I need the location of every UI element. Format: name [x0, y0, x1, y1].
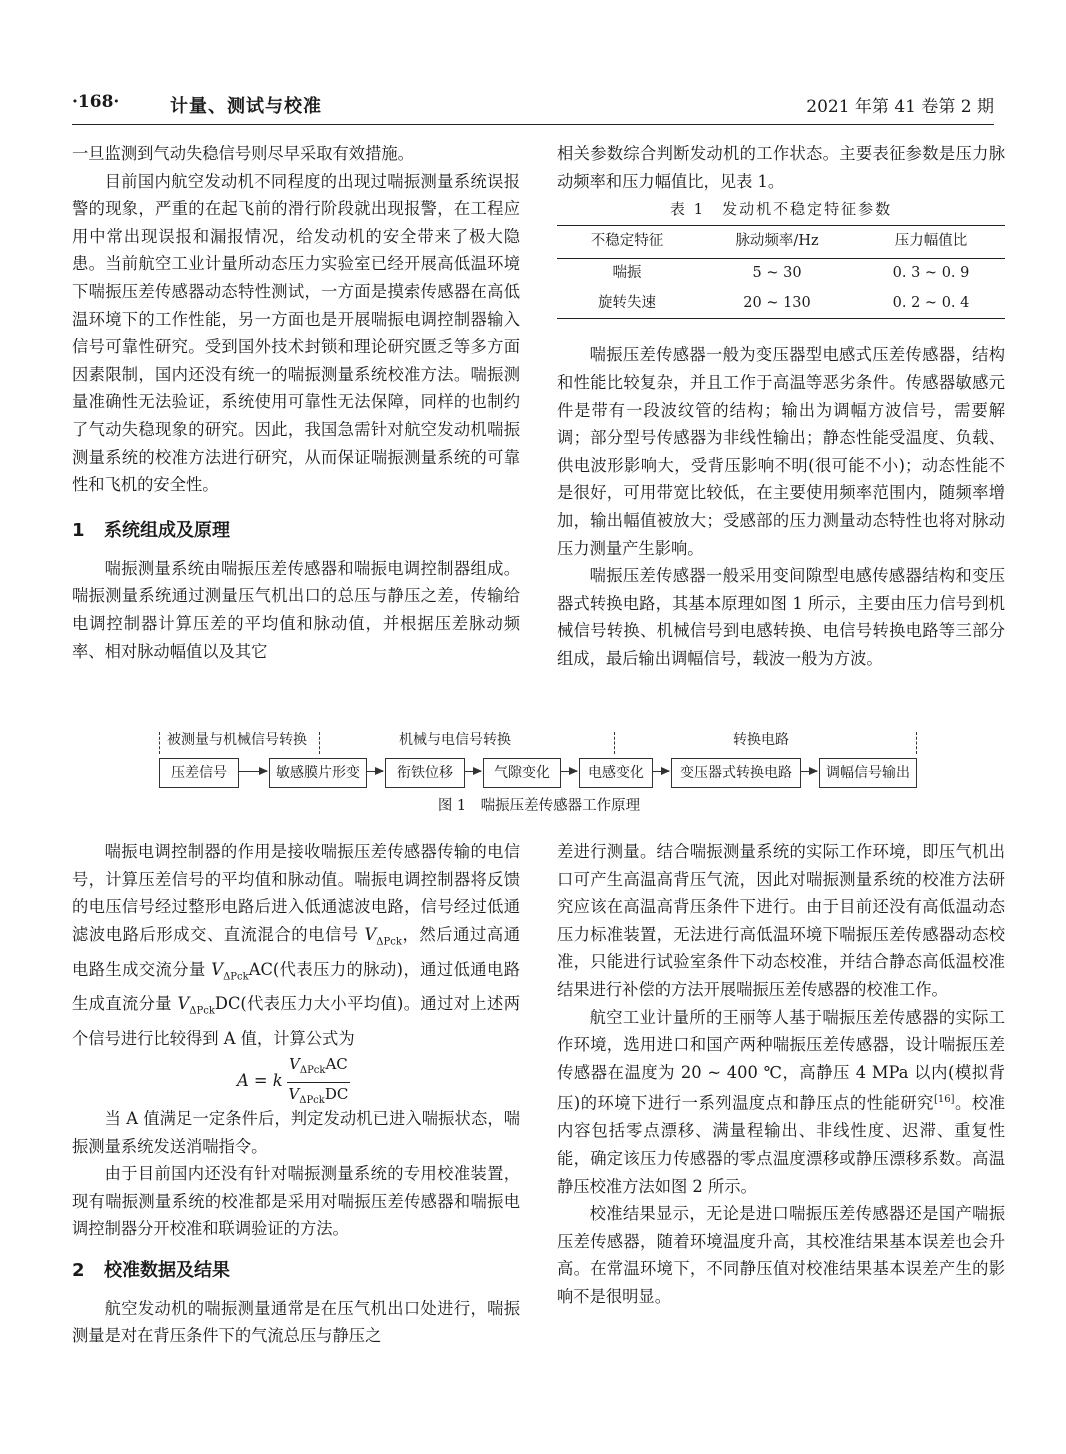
flow-box: 变压器式转换电路	[671, 758, 801, 788]
figure-group-label: 机械与电信号转换	[399, 732, 511, 748]
section-heading	[72, 507, 520, 555]
paragraph: 喘振压差传感器一般为变压器型电感式压差传感器，结构和性能比较复杂，并且工作于高温等恶劣条件。传感器敏感元件是带有一段波纹管的结构；输出为调幅方波信号，需要解调；部分型号传感器为非线性输出；静态性能受温度、负载、供电波形影响大，受背压影响不明(很可能不小)；动态性能不是很好，可用带宽比较低，在主要使用频率范围内，随频率增加，输出幅值被放大；受感部的压力测量动态特性也将对脉动压力测量产生影响。	[557, 345, 1005, 558]
paragraph: 航空发动机的喘振测量通常是在压气机出口处进行，喘振测量是对在背压条件下的气流总压与静压之	[72, 1298, 520, 1346]
paragraph: 相关参数综合判断发动机的工作状态。主要表征参数是压力脉动频率和压力幅值比，见表 1。	[557, 144, 1005, 191]
flow-box: 敏感膜片形变	[269, 758, 367, 788]
table-row	[557, 289, 1005, 319]
paragraph: 一旦监测到气动失稳信号则尽早采取有效措施。	[72, 144, 414, 163]
section-title: 校准数据及结果	[104, 1259, 230, 1281]
paragraph: 校准结果显示，无论是进口喘振压差传感器还是国产喘振压差传感器，随着环境温度升高，其校准结果基本误差也会升高。在常温环境下，不同静压值对校准结果基本误差产生的影响不是很明显。	[557, 1204, 1005, 1306]
running-header	[72, 92, 994, 122]
section-number: 2	[72, 1259, 85, 1281]
header-rule	[72, 124, 994, 125]
right-column-upper	[557, 140, 1005, 673]
table-row	[557, 259, 1005, 289]
formula: A = k $V_{\Delta Pck}AC$ $V_{\Delta Pck}DC$	[237, 1054, 349, 1106]
table-cell: 0. 2 ~ 0. 4	[857, 289, 1005, 319]
table-header-cell: 压力幅值比	[857, 226, 1005, 259]
paragraph: 喘振压差传感器一般采用变间隙型电感传感器结构和变压器式转换电路，其基本原理如图 1 所示，主要由压力信号到机械信号转换、机械信号到电感转换、电信号转换电路等三部分组成，最后输出调幅信号，载波一般为方波。	[557, 566, 1005, 668]
paragraph: 航空工业计量所的王丽等人基于喘振压差传感器的实际工作环境，选用进口和国产两种喘振压差传感器，设计喘振压差传感器在温度为 20 ~ 400 ℃，高静压 4 MPa 以内(模拟背压)的环境下进行一系列温度点和静压点的性能研究[16]。校准内容包括零点漂移、满量程输出、非线性度、迟滞、重复性能，确定该压力传感器的零点温度漂移或静压漂移系数。高温静压校准方法如图 2 所示。	[557, 1007, 1005, 1196]
figure-1	[159, 730, 919, 820]
flow-arrow	[801, 771, 817, 772]
paragraph: 喘振电调控制器的作用是接收喘振压差传感器传输的电信号，计算压差信号的平均值和脉动值。喘振电调控制器将反馈的电压信号经过整形电路后进入低通滤波电路，信号经过低通滤波电路后形成交、直流混合的电信号 $V_{\Delta Pck}$，然后通过高通电路生成交流分量 $V_{\Delta Pck}AC$(代表压力的脉动)，通过低通电路生成直流分量 $V_{\Delta Pck}DC$(代表压力大小平均值)。通过对上述两个信号进行比较得到 A 值，计算公式为	[72, 842, 520, 1049]
flow-arrow	[465, 771, 481, 772]
flow-box: 衔铁位移	[385, 758, 465, 788]
journal-title: 计量、测试与校准	[170, 96, 322, 117]
section-heading	[72, 1247, 520, 1295]
figure-caption: 图 1 喘振压差传感器工作原理	[437, 798, 641, 814]
paragraph: 当 A 值满足一定条件后，判定发动机已进入喘振状态，喘振测量系统发送消喘指令。	[72, 1108, 520, 1156]
flow-box: 压差信号	[159, 758, 239, 788]
group-divider	[319, 732, 320, 754]
flow-box: 调幅信号输出	[819, 758, 917, 788]
flow-box: 电感变化	[579, 758, 653, 788]
citation: [16]	[933, 1094, 955, 1106]
table-header-cell: 不稳定特征	[557, 226, 697, 259]
paragraph: 由于目前国内还没有针对喘振测量系统的专用校准装置，现有喘振测量系统的校准都是采用对喘振压差传感器和喘振电调控制器分开校准和联调验证的方法。	[72, 1164, 520, 1239]
group-divider	[159, 732, 160, 754]
flow-arrow	[367, 771, 383, 772]
right-column-lower	[557, 838, 1005, 1311]
paragraph: 目前国内航空发动机不同程度的出现过喘振测量系统误报警的现象，严重的在起飞前的滑行阶段就出现报警，在工程应用中常出现误报和漏报情况，给发动机的安全带来了极大隐患。当前航空工业计量所动态压力实验室已经开展高低温环境下喘振压差传感器动态特性测试，一方面是摸索传感器在高低温环境下的工作性能，另一方面也是开展喘振电调控制器输入信号可靠性研究。受到国外技术封锁和理论研究匮乏等多方面因素限制，国内还没有统一的喘振测量系统校准方法。喘振测量准确性无法验证，系统使用可靠性无法保障，同样的也制约了气动失稳现象的研究。因此，我国急需针对航空发动机喘振测量系统的校准方法进行研究，从而保证喘振测量系统的可靠性和飞机的安全性。	[72, 171, 520, 495]
flow-arrow	[239, 771, 267, 772]
table-cell: 旋转失速	[557, 289, 697, 319]
table-cell: 0. 3 ~ 0. 9	[892, 265, 970, 282]
section-number: 1	[72, 519, 85, 541]
left-column-upper	[72, 140, 520, 665]
flow-arrow	[653, 771, 669, 772]
page-number: ·168·	[72, 92, 120, 112]
table-caption: 表 1 发动机不稳定特征参数	[669, 200, 893, 219]
table-cell: 5 ~ 30	[752, 265, 802, 282]
table-header-cell: 脉动频率/Hz	[697, 226, 857, 259]
group-divider	[916, 732, 917, 754]
group-divider	[614, 732, 615, 754]
table-1	[557, 225, 1005, 319]
flow-arrow	[561, 771, 577, 772]
paragraph: 喘振测量系统由喘振压差传感器和喘振电调控制器组成。喘振测量系统通过测量压气机出口的总压与静压之差，传输给电调控制器计算压差的平均值和脉动值，并根据压差脉动频率、相对脉动幅值以及其它	[72, 558, 520, 661]
section-title: 系统组成及原理	[104, 519, 230, 541]
issue-info: 2021 年第 41 卷第 2 期	[806, 97, 994, 117]
figure-group-label: 转换电路	[733, 732, 789, 748]
figure-group-label: 被测量与机械信号转换	[167, 732, 307, 748]
paragraph: 差进行测量。结合喘振测量系统的实际工作环境，即压气机出口可产生高温高背压气流，因此对喘振测量系统的校准方法研究应该在高温高背压条件下进行。由于目前还没有高低温动态压力标准装置，无法进行高低温环境下喘振压差传感器动态校准，只能进行试验室条件下动态校准，并结合静态高低温校准结果进行补偿的方法开展喘振压差传感器的校准工作。	[557, 842, 1005, 999]
flow-box: 气隙变化	[483, 758, 561, 788]
table-cell: 喘振	[612, 265, 642, 282]
table-cell: 20 ~ 130	[697, 289, 857, 319]
left-column-lower	[72, 838, 520, 1350]
